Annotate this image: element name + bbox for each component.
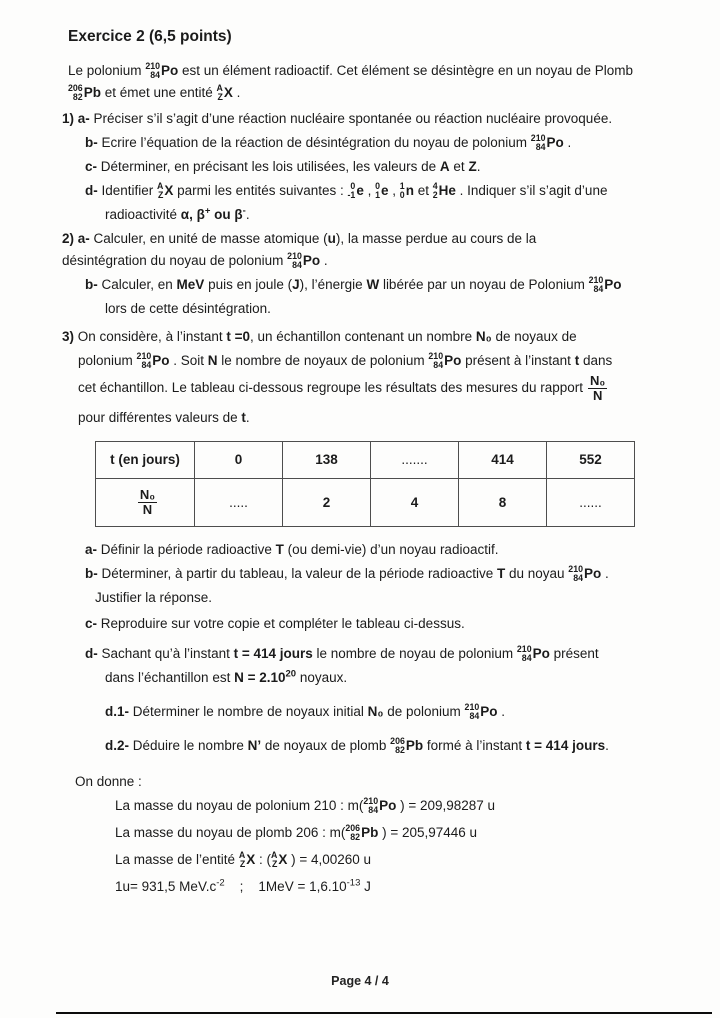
table-row-header (96, 442, 635, 479)
measurement-table (95, 441, 635, 527)
nuclide-notation: 210 84 Po (287, 251, 321, 271)
nuclide-notation: A Z X (157, 181, 174, 201)
table-cell: 0 (195, 442, 283, 479)
question-3b-continuation: Justifier la réponse. (95, 590, 213, 605)
table-cell: 2 (283, 479, 371, 527)
intro-paragraph: Le polonium 210 84 Po est un élément radioactif. Cet élément se désintègre en un noyau de Plomb 206 82 Pb et émet une entité A Z X . (68, 61, 634, 103)
given-data-1: La masse du noyau de polonium 210 : m( 210 84 Po ) = 209,98287 u (115, 796, 496, 816)
question-2b-continuation: lors de cette désintégration. (105, 301, 271, 316)
nuclide-notation: 0 -1 e (347, 181, 364, 201)
given-data-heading: On donne : (75, 774, 142, 789)
question-3d-continuation: dans l’échantillon est $N = 2.10^{20}$ noyaux. (105, 668, 348, 685)
question-1a: 1) a- Préciser s’il s’agit d’une réaction nucléaire spontanée ou réaction nucléaire provoquée. (62, 111, 613, 126)
nuclide-notation: 210 84 Po (428, 351, 462, 371)
table-cell: t (en jours) (96, 442, 195, 479)
scan-artifact-line (56, 1012, 712, 1014)
table-cell: 414 (459, 442, 547, 479)
table-cell: 8 (459, 479, 547, 527)
given-data-2: La masse du noyau de plomb 206 : m( 206 82 Pb ) = 205,97446 u (115, 823, 478, 843)
question-1d: d- Identifier A Z X parmi les entités suivantes : 0 -1 e , 0 1 e , 1 0 n et 4 2 He . Indiquer s’il s’agit d’une (85, 181, 608, 201)
nuclide-notation: 206 82 Pb (345, 823, 379, 843)
question-3b: b- Déterminer, à partir du tableau, la valeur de la période radioactive T du noyau 210 84 Po . (85, 564, 609, 584)
nuclide-notation: 210 84 Po (363, 796, 397, 816)
question-1d-continuation: radioactivité α, β+ ou β-. (105, 205, 250, 222)
question-3-line-3: cet échantillon. Le tableau ci-dessous regroupe les résultats des mesures du rapport $\frac{\text{N₀}}{N}$ (78, 373, 606, 403)
nuclide-notation: 210 84 Po (530, 133, 564, 153)
nuclide-notation: 210 84 Po (145, 61, 179, 81)
nuclide-notation: 210 84 Po (136, 351, 170, 371)
question-2b: b- Calculer, en MeV puis en joule (J), l’énergie W libérée par un noyau de Polonium 210 84 Po (85, 275, 622, 295)
given-data-3: La masse de l’entité A Z X : ( A Z X ) = 4,00260 u (115, 850, 372, 870)
nuclide-notation: 4 2 He (432, 181, 456, 201)
nuclide-notation: 210 84 Po (464, 702, 498, 722)
table-cell: ..... (195, 479, 283, 527)
nuclide-notation: 210 84 Po (588, 275, 622, 295)
table-cell (96, 479, 195, 527)
nuclide-notation: 206 82 Pb (68, 83, 101, 103)
nuclide-notation: 0 1 e (375, 181, 389, 201)
table-row-values (96, 479, 635, 527)
fraction: $\frac{\text{N₀}}{N}$ (139, 487, 156, 517)
question-1b: b- Ecrire l’équation de la réaction de désintégration du noyau de polonium 210 84 Po . (85, 133, 572, 153)
nuclide-notation: 1 0 n (399, 181, 414, 201)
nuclide-notation: A Z X (270, 850, 288, 870)
question-1c: c- Déterminer, en précisant les lois utilisées, les valeurs de A et Z. (85, 159, 481, 174)
table-cell: ....... (371, 442, 459, 479)
exercise-title: Exercice 2 (6,5 points) (68, 28, 232, 45)
question-3d1: d.1- Déterminer le nombre de noyaux initial N₀ de polonium 210 84 Po . (105, 702, 506, 722)
table-cell: 4 (371, 479, 459, 527)
page-number: Page 4 / 4 (331, 974, 389, 988)
table-cell: ...... (547, 479, 635, 527)
question-3-line-4: pour différentes valeurs de t. (78, 410, 250, 425)
nuclide-notation: 210 84 Po (568, 564, 602, 584)
question-3a: a- Définir la période radioactive T (ou demi-vie) d’un noyau radioactif. (85, 542, 499, 557)
question-3c: c- Reproduire sur votre copie et compléter le tableau ci-dessus. (85, 616, 465, 631)
question-2a: 2) a- Calculer, en unité de masse atomique (u), la masse perdue au cours de la désintégration du noyau de polonium 210 84 Po . (62, 231, 537, 271)
question-3-line-2: polonium 210 84 Po . Soit N le nombre de noyaux de polonium 210 84 Po présent à l’instant t dans (78, 351, 613, 371)
question-3-line-1: 3) On considère, à l’instant t =0, un échantillon contenant un nombre N₀ de noyaux de (62, 329, 577, 344)
nuclide-notation: A Z X (216, 83, 233, 103)
nuclide-notation: A Z X (238, 850, 256, 870)
table-cell: 138 (283, 442, 371, 479)
fraction: $\frac{\text{N₀}}{N}$ (590, 373, 606, 403)
table-cell: 552 (547, 442, 635, 479)
nuclide-notation: 206 82 Pb (390, 736, 424, 756)
question-3d: d- Sachant qu’à l’instant t = 414 jours le nombre de noyau de polonium 210 84 Po présent (85, 644, 599, 664)
given-data-4: 1u= 931,5 $MeV.c^{-2}$ ; $1MeV = 1,6.10^{-13}$ J (115, 877, 371, 894)
nuclide-notation: 210 84 Po (516, 644, 550, 664)
question-3d2: d.2- Déduire le nombre N’ de noyaux de plomb 206 82 Pb formé à l’instant t = 414 jours. (105, 736, 609, 756)
